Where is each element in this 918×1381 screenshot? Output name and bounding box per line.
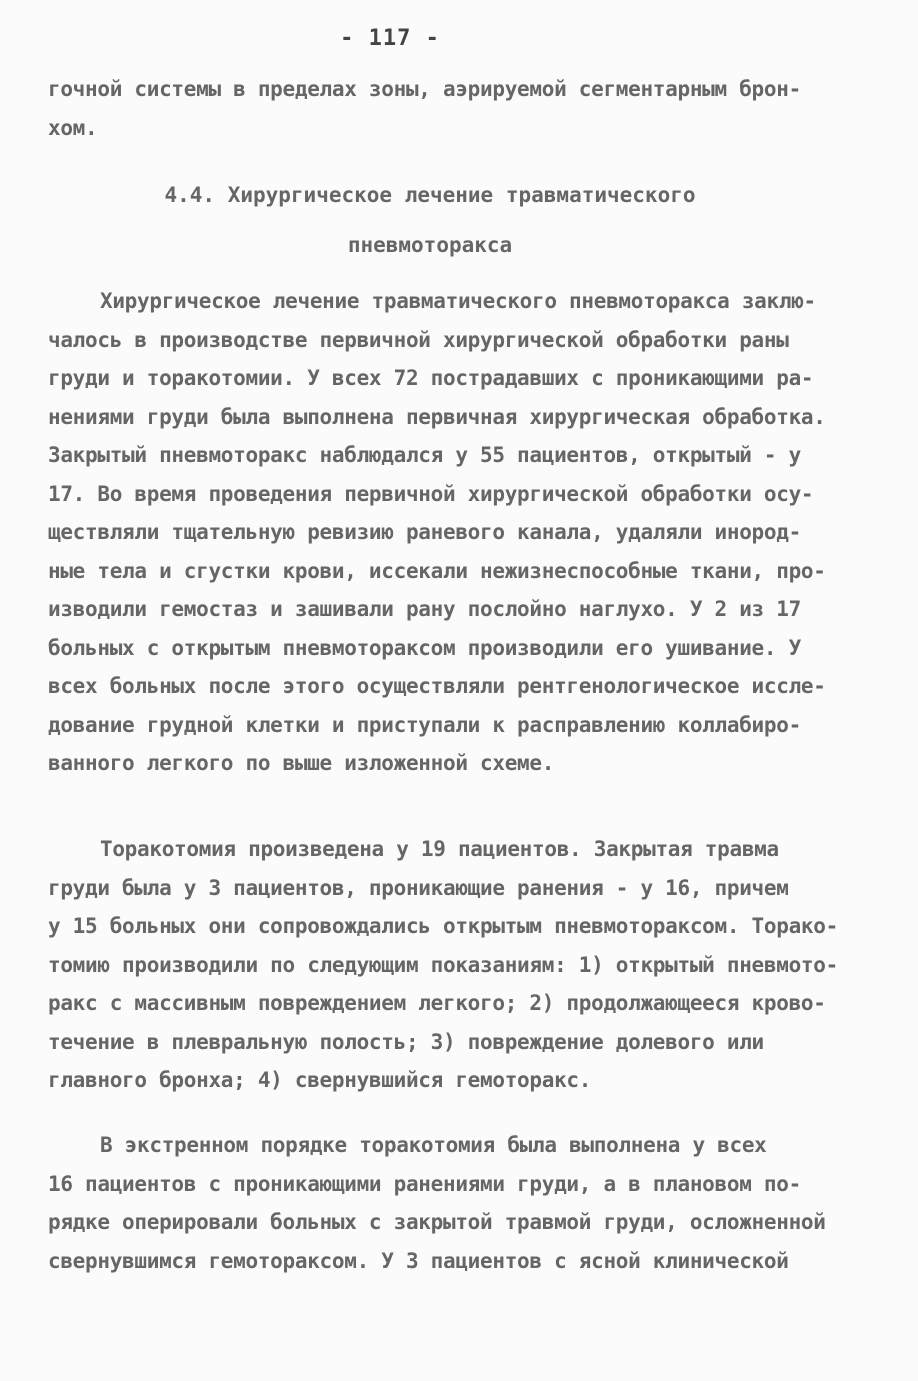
text-line: дование грудной клетки и приступали к расправлению коллабиро- [48, 712, 801, 737]
text-line: Закрытый пневмоторакс наблюдался у 55 пациентов, открытый - у [48, 443, 801, 467]
text-line: течение в плевральную полость; 3) повреждение долевого или [48, 1029, 764, 1054]
text-line: 17. Во время проведения первичной хирургической обработки осу- [48, 481, 814, 506]
page-number: - 117 - [340, 26, 440, 51]
text-line: 16 пациентов с проникающими ранениями груди, а в плановом по- [48, 1171, 801, 1196]
text-line: ванного легкого по выше изложенной схеме. [48, 751, 555, 775]
text-line: всех больных после этого осуществляли рентгенологическое иссле- [48, 674, 826, 698]
text-line: изводили гемостаз и зашивали рану послойно наглухо. У 2 из 17 [48, 597, 801, 621]
section-heading [0, 170, 860, 270]
section-heading-line-2: пневмоторакса [347, 233, 513, 257]
text-line: груди и торакотомии. У всех 72 пострадавших с проникающими ра- [48, 366, 814, 390]
text-line: у 15 больных они сопровождались открытым пневмотораксом. Торако- [48, 914, 838, 938]
text-line: Торакотомия произведена у 19 пациентов. Закрытая травма [100, 837, 779, 861]
text-line: рядке оперировали больных с закрытой травмой груди, осложненной [48, 1210, 826, 1234]
paragraph-2 [48, 830, 868, 1100]
text-line: ракс с массивным повреждением легкого; 2) продолжающееся крово- [48, 991, 826, 1015]
text-line: хом. [48, 115, 98, 140]
text-line: нениями груди была выполнена первичная хирургическая обработка. [48, 404, 826, 429]
text-line: гочной системы в пределах зоны, аэрируемой сегментарным брон- [48, 77, 801, 101]
text-line: чалось в производстве первичной хирургической обработки раны [48, 327, 789, 352]
intro-text [48, 70, 868, 147]
text-line: Хирургическое лечение травматического пневмоторакса заклю- [100, 289, 816, 313]
text-line: ществляли тщательную ревизию раневого канала, удаляли инород- [48, 520, 801, 544]
text-line: В экстренном порядке торакотомия была выполнена у всех [100, 1133, 767, 1157]
text-line: больных с открытым пневмотораксом производили его ушивание. У [48, 635, 801, 660]
section-heading-line-1: 4.4. Хирургическое лечение травматического [164, 183, 696, 207]
text-line: ные тела и сгустки крови, иссекали нежизнеспособные ткани, про- [48, 558, 826, 583]
text-line: свернувшимся гемотораксом. У 3 пациентов с ясной клинической [48, 1248, 789, 1273]
text-line: томию производили по следующим показаниям: 1) открытый пневмото- [48, 952, 838, 977]
paragraph-1 [48, 282, 868, 783]
text-line: груди была у 3 пациентов, проникающие ранения - у 16, причем [48, 875, 789, 900]
text-line: главного бронха; 4) свернувшийся гемоторакс. [48, 1068, 592, 1092]
paragraph-3 [48, 1126, 868, 1280]
